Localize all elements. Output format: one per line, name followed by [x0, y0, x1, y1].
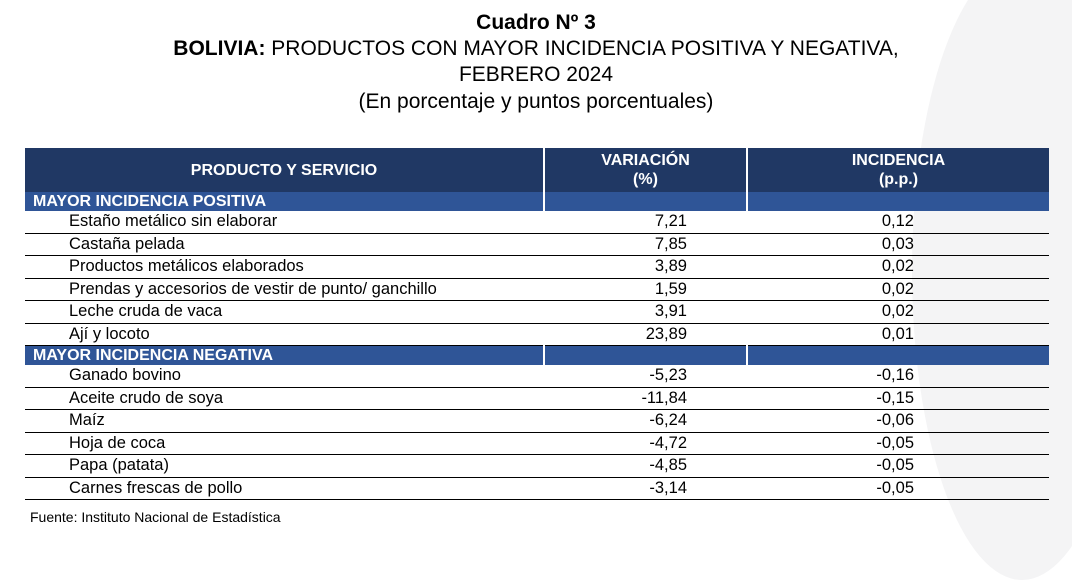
product-name: Castaña pelada — [25, 233, 544, 256]
section-cell — [747, 192, 1049, 211]
table-title — [0, 36, 1072, 62]
table-row — [25, 301, 1049, 324]
title-text: PRODUCTOS CON MAYOR INCIDENCIA POSITIVA Y NEGATIVA, — [265, 37, 899, 60]
table-row — [25, 387, 1049, 410]
source-note: Fuente: Instituto Nacional de Estadística — [30, 509, 281, 525]
table-row — [25, 211, 1049, 233]
section-cell — [544, 192, 747, 211]
product-name: Aceite crudo de soya — [25, 387, 544, 410]
product-name: Prendas y accesorios de vestir de punto/ ganchillo — [25, 278, 544, 301]
variacion-value: -11,84 — [544, 387, 747, 410]
variacion-value: 7,21 — [544, 211, 747, 233]
product-name: Leche cruda de vaca — [25, 301, 544, 324]
variacion-value: 1,59 — [544, 278, 747, 301]
section-header — [25, 192, 1049, 211]
variacion-value: 3,91 — [544, 301, 747, 324]
product-name: Maíz — [25, 410, 544, 433]
variacion-value: -3,14 — [544, 477, 747, 500]
header-variacion: VARIACIÓN (%) — [544, 148, 747, 192]
title-units: (En porcentaje y puntos porcentuales) — [358, 90, 714, 113]
incidencia-value: -0,05 — [747, 455, 1049, 478]
section-cell — [747, 346, 1049, 366]
products-table — [25, 148, 1049, 500]
section-header — [25, 346, 1049, 366]
incidencia-value: -0,16 — [747, 365, 1049, 387]
product-name: Ganado bovino — [25, 365, 544, 387]
variacion-value: 23,89 — [544, 323, 747, 346]
table-row — [25, 410, 1049, 433]
variacion-value: 7,85 — [544, 233, 747, 256]
table-row — [25, 233, 1049, 256]
table-row — [25, 432, 1049, 455]
table-header-row — [25, 148, 1049, 192]
variacion-value: -6,24 — [544, 410, 747, 433]
product-name: Papa (patata) — [25, 455, 544, 478]
incidencia-value: 0,12 — [747, 211, 1049, 233]
section-label: MAYOR INCIDENCIA POSITIVA — [25, 192, 544, 211]
variacion-value: -4,72 — [544, 432, 747, 455]
incidencia-value: 0,02 — [747, 256, 1049, 279]
title-country: BOLIVIA: — [173, 37, 266, 60]
variacion-value: -5,23 — [544, 365, 747, 387]
product-name: Productos metálicos elaborados — [25, 256, 544, 279]
product-name: Ají y locoto — [25, 323, 544, 346]
incidencia-value: -0,05 — [747, 477, 1049, 500]
table-row — [25, 455, 1049, 478]
incidencia-value: -0,06 — [747, 410, 1049, 433]
product-name: Estaño metálico sin elaborar — [25, 211, 544, 233]
header-producto: PRODUCTO Y SERVICIO — [25, 148, 544, 192]
incidencia-value: 0,01 — [747, 323, 1049, 346]
table-row — [25, 365, 1049, 387]
table-number: Cuadro Nº 3 — [476, 11, 596, 34]
table-row — [25, 477, 1049, 500]
header-incidencia: INCIDENCIA (p.p.) — [747, 148, 1049, 192]
variacion-value: 3,89 — [544, 256, 747, 279]
product-name: Hoja de coca — [25, 432, 544, 455]
section-label: MAYOR INCIDENCIA NEGATIVA — [25, 346, 544, 366]
title-period: FEBRERO 2024 — [458, 63, 614, 86]
variacion-value: -4,85 — [544, 455, 747, 478]
table-row — [25, 278, 1049, 301]
section-cell — [544, 346, 747, 366]
incidencia-value: -0,15 — [747, 387, 1049, 410]
incidencia-value: 0,02 — [747, 301, 1049, 324]
incidencia-value: -0,05 — [747, 432, 1049, 455]
product-name: Carnes frescas de pollo — [25, 477, 544, 500]
table-title-block — [0, 10, 1072, 116]
incidencia-value: 0,03 — [747, 233, 1049, 256]
table-row — [25, 256, 1049, 279]
incidencia-value: 0,02 — [747, 278, 1049, 301]
table-row — [25, 323, 1049, 346]
